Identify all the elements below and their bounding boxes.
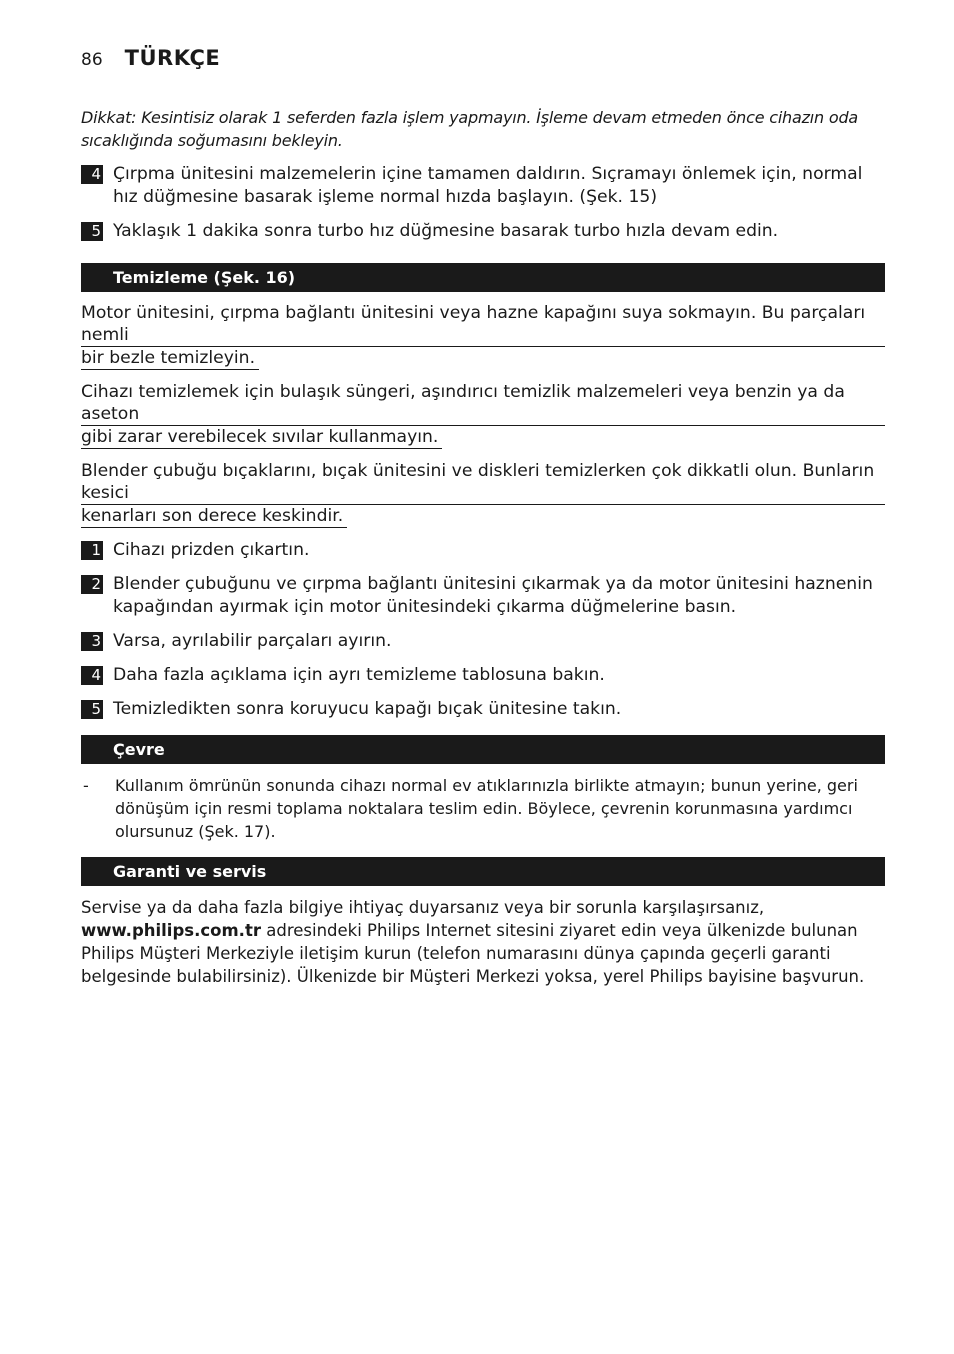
step-item (81, 630, 885, 653)
warning-line: Cihazı temizlemek için bulaşık süngeri, aşındırıcı temizlik malzemeleri veya benzin ya da aseton (81, 381, 885, 426)
caution-note: Dikkat: Kesintisiz olarak 1 seferden fazla işlem yapmayın. İşleme devam etmeden önce cihazın oda sıcaklığında soğumasını bekleyin. (81, 108, 859, 150)
step-text: Temizledikten sonra koruyucu kapağı bıçak ünitesine takın. (113, 699, 622, 719)
warning-line: Motor ünitesini, çırpma bağlantı ünitesini veya hazne kapağını suya sokmayın. Bu parçaları nemli (81, 302, 885, 347)
bullet-dash: - (83, 776, 89, 795)
bullet-item (81, 774, 885, 843)
step-text: Daha fazla açıklama için ayrı temizleme tablosuna bakın. (113, 665, 605, 685)
step-text: Varsa, ayrılabilir parçaları ayırın. (113, 631, 392, 651)
step-number-badge: 5 (81, 222, 103, 241)
warning-line: bir bezle temizleyin. (81, 347, 259, 370)
warning-line: kenarları son derece keskindir. (81, 505, 347, 528)
warranty-text-after: adresindeki Philips Internet sitesini ziyaret edin veya ülkenizde bulunan Philips Müşteri Merkeziyle iletişim kurun (telefon numarasını dünya çapında geçerli garanti belgesinde bulabilirsiniz). Ülkenizde bir Müşteri Merkezi yoksa, yerel Philips bayisine başvurun. (81, 921, 865, 986)
page-header (81, 46, 220, 70)
language-heading: TÜRKÇE (124, 46, 221, 70)
step-item (81, 664, 885, 687)
step-item (81, 163, 885, 209)
step-text: Cihazı prizden çıkartın. (113, 540, 310, 560)
warning-line: Blender çubuğu bıçaklarını, bıçak ünitesini ve diskleri temizlerken çok dikkatli olun. Bunların kesici (81, 460, 885, 505)
warning-line: gibi zarar verebilecek sıvılar kullanmayın. (81, 426, 442, 449)
website-link[interactable]: www.philips.com.tr (81, 921, 261, 940)
section-heading-environment: Çevre (81, 735, 885, 764)
warranty-paragraph (81, 896, 885, 988)
page-content (81, 106, 885, 988)
step-number-badge: 4 (81, 165, 103, 184)
step-item (81, 573, 885, 619)
step-text: Çırpma ünitesini malzemelerin içine tamamen daldırın. Sıçramayı önlemek için, normal hız düğmesine basarak işleme normal hızda başlayın. (Şek. 15) (113, 164, 863, 207)
section-heading-warranty: Garanti ve servis (81, 857, 885, 886)
step-number-badge: 4 (81, 666, 103, 685)
warranty-text-before: Servise ya da daha fazla bilgiye ihtiyaç duyarsanız veya bir sorunla karşılaşırsanız, (81, 898, 765, 917)
step-item (81, 220, 885, 243)
step-number-badge: 3 (81, 632, 103, 651)
step-item (81, 698, 885, 721)
step-number-badge: 5 (81, 700, 103, 719)
warning-paragraph (81, 302, 885, 370)
page-number: 86 (81, 50, 103, 70)
step-number-badge: 2 (81, 575, 103, 594)
step-number-badge: 1 (81, 541, 103, 560)
step-item (81, 539, 885, 562)
warning-paragraph (81, 460, 885, 528)
step-text: Yaklaşık 1 dakika sonra turbo hız düğmesine basarak turbo hızla devam edin. (113, 221, 779, 241)
bullet-text: Kullanım ömrünün sonunda cihazı normal ev atıklarınızla birlikte atmayın; bunun yerine, geri dönüşüm için resmi toplama noktalara teslim edin. Böylece, çevrenin korunmasına yardımcı olursunuz (Şek. 17). (115, 776, 858, 841)
warning-paragraph (81, 381, 885, 449)
section-heading-cleaning: Temizleme (Şek. 16) (81, 263, 885, 292)
step-text: Blender çubuğunu ve çırpma bağlantı ünitesini çıkarmak ya da motor ünitesini haznenin kapağından ayırmak için motor ünitesindeki çıkarma düğmelerine basın. (113, 574, 873, 617)
